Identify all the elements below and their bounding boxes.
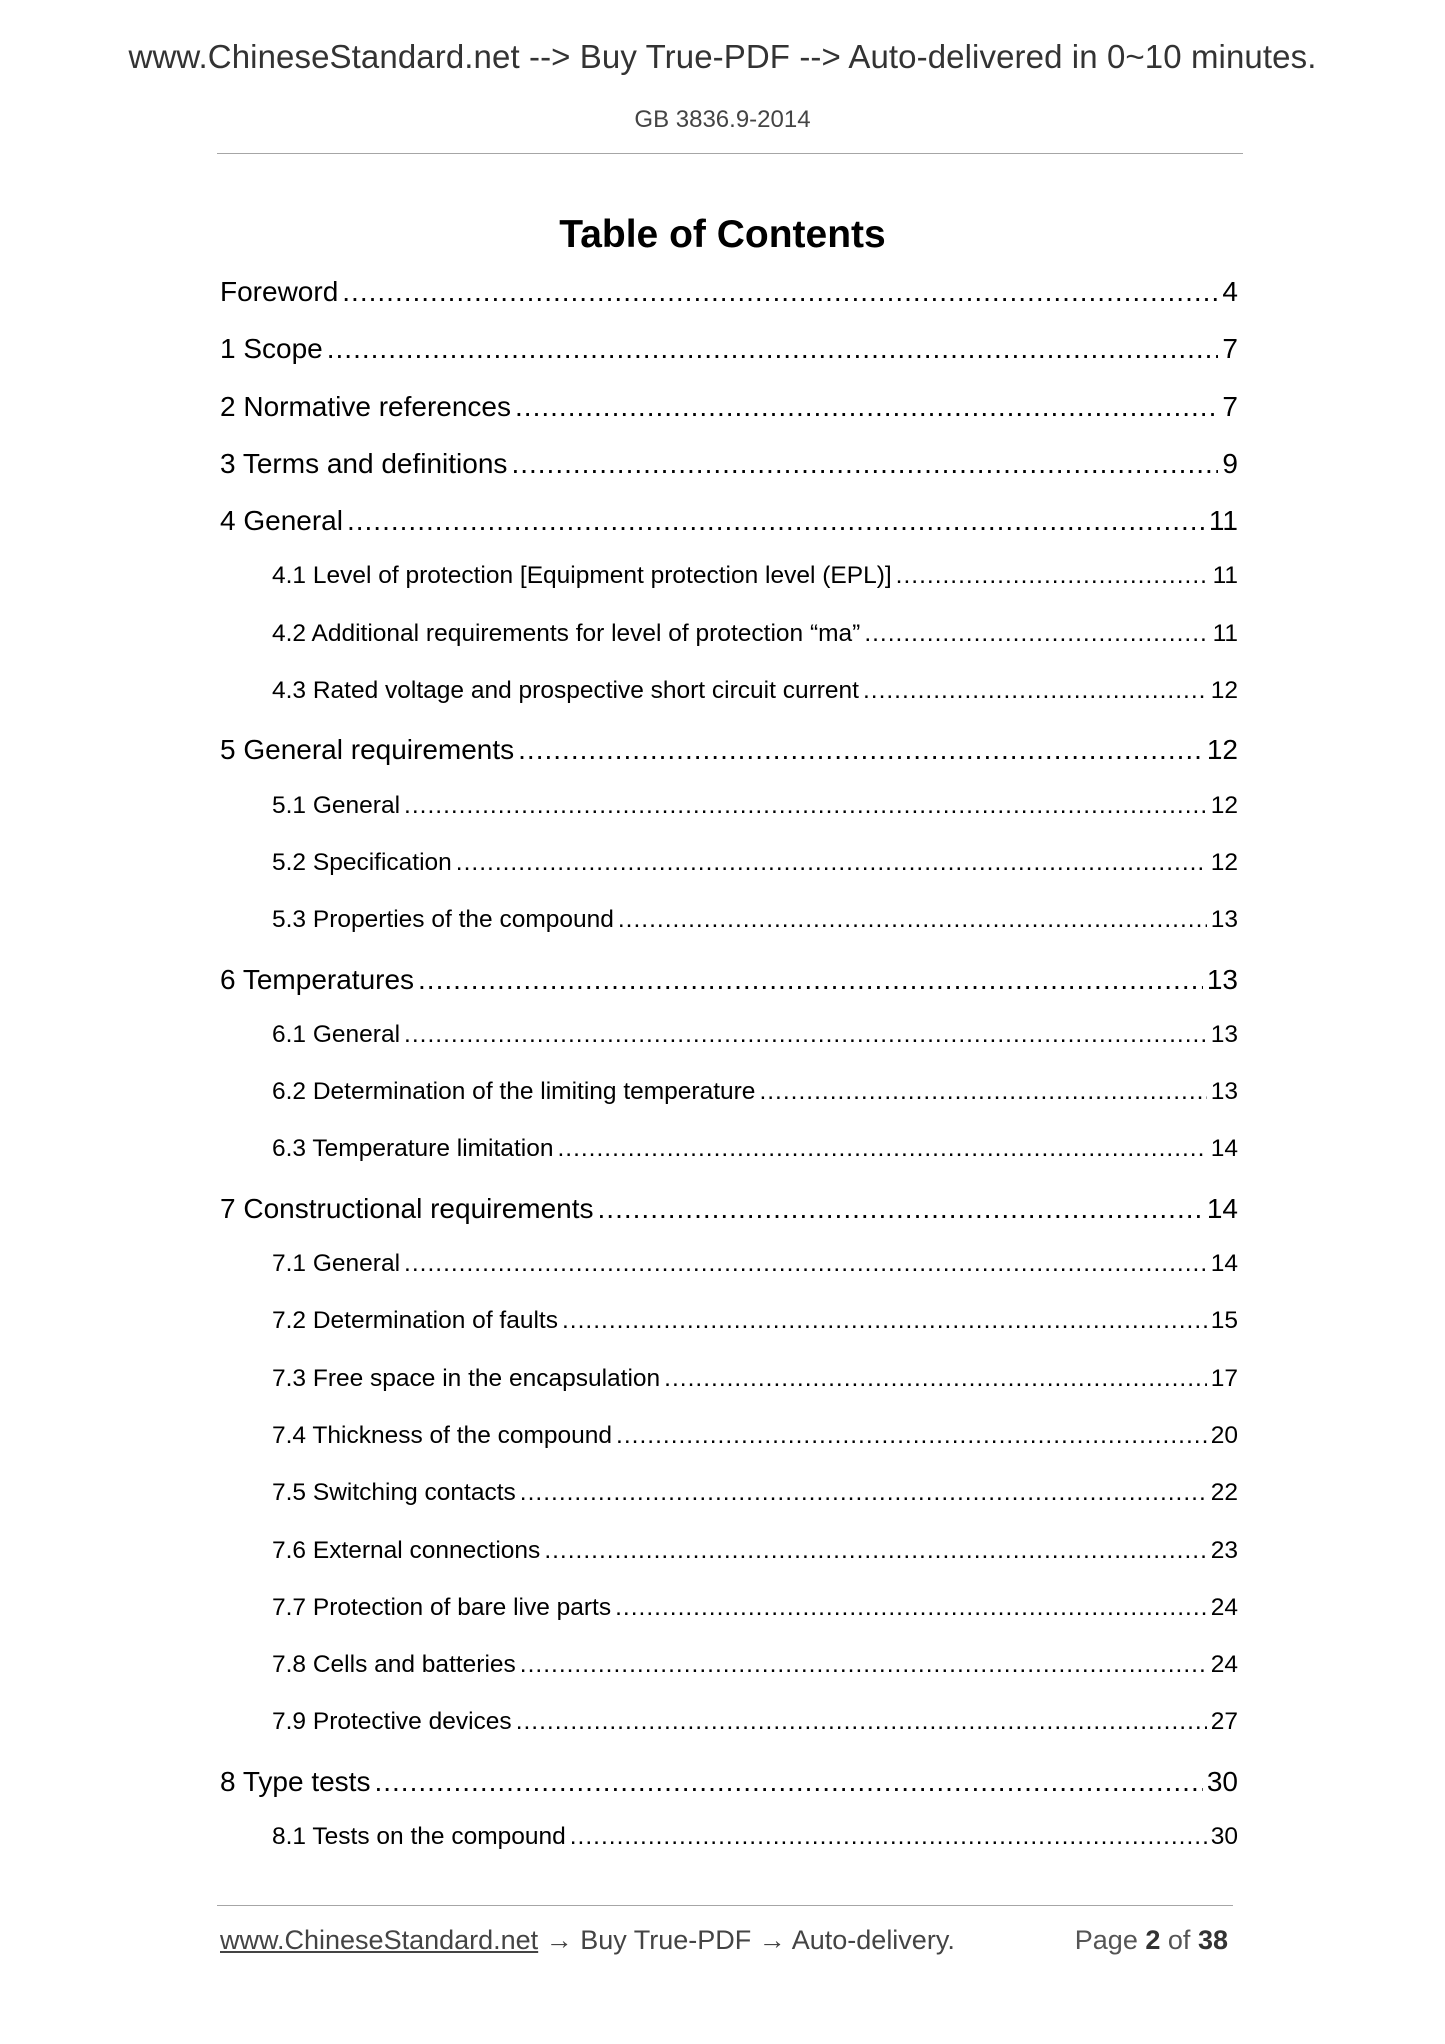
toc-entry-label: 7.6 External connections bbox=[272, 1536, 541, 1564]
toc-entry-label: 3 Terms and definitions bbox=[220, 447, 508, 479]
toc-entry-page-number: 30 bbox=[1210, 1823, 1238, 1851]
toc-entry-page-number: 12 bbox=[1210, 677, 1238, 705]
toc-entry-subsection[interactable] bbox=[220, 1479, 1238, 1536]
toc-entry-subsection[interactable] bbox=[220, 1422, 1238, 1479]
toc-entry-page-number: 11 bbox=[1208, 505, 1238, 537]
toc-entry-subsection[interactable] bbox=[220, 677, 1238, 734]
toc-entry-section[interactable] bbox=[220, 448, 1238, 505]
toc-entry-label: 7.8 Cells and batteries bbox=[272, 1651, 516, 1679]
toc-dot-leader bbox=[520, 1479, 1207, 1507]
toc-entry-label: 8 Type tests bbox=[220, 1765, 371, 1797]
toc-dot-leader bbox=[374, 1766, 1202, 1798]
toc-entry-page-number: 9 bbox=[1222, 447, 1238, 479]
toc-entry-page-number: 11 bbox=[1212, 562, 1238, 590]
footer-website-link[interactable]: www.ChineseStandard.net bbox=[220, 1925, 539, 1955]
toc-entry-section[interactable] bbox=[220, 964, 1238, 1021]
toc-entry-page-number: 27 bbox=[1210, 1708, 1238, 1736]
toc-entry-subsection[interactable] bbox=[220, 1823, 1238, 1880]
toc-entry-label: 6.2 Determination of the limiting temperature bbox=[272, 1078, 756, 1106]
toc-entry-subsection[interactable] bbox=[220, 1021, 1238, 1078]
toc-entry-subsection[interactable] bbox=[220, 1708, 1238, 1765]
toc-dot-leader bbox=[404, 1250, 1207, 1278]
toc-dot-leader bbox=[327, 333, 1219, 365]
toc-entry-label: 4.1 Level of protection [Equipment protection level (EPL)] bbox=[272, 562, 892, 590]
toc-entry-section[interactable] bbox=[220, 1193, 1238, 1250]
toc-entry-label: 7.7 Protection of bare live parts bbox=[272, 1593, 612, 1621]
toc-dot-leader bbox=[570, 1823, 1207, 1851]
toc-entry-subsection[interactable] bbox=[220, 1651, 1238, 1708]
of-word: of bbox=[1167, 1925, 1191, 1955]
page-word: Page bbox=[1074, 1925, 1138, 1955]
toc-entry-page-number: 11 bbox=[1212, 619, 1238, 647]
header-divider bbox=[217, 153, 1243, 154]
toc-dot-leader bbox=[347, 505, 1205, 537]
footer-tagline: → Buy True-PDF → Auto-delivery. bbox=[538, 1925, 955, 1955]
toc-entry-label: 5.3 Properties of the compound bbox=[272, 906, 614, 934]
current-page-number: 2 bbox=[1145, 1925, 1161, 1955]
toc-entry-subsection[interactable] bbox=[220, 1594, 1238, 1651]
toc-entry-page-number: 12 bbox=[1210, 791, 1238, 819]
toc-entry-page-number: 7 bbox=[1222, 390, 1238, 422]
toc-entry-subsection[interactable] bbox=[220, 1135, 1238, 1192]
toc-dot-leader bbox=[896, 562, 1209, 590]
toc-dot-leader bbox=[557, 1135, 1206, 1163]
toc-entry-label: 8.1 Tests on the compound bbox=[272, 1823, 566, 1851]
toc-dot-leader bbox=[456, 849, 1207, 877]
toc-entry-label: 5.1 General bbox=[272, 791, 401, 819]
toc-entry-page-number: 14 bbox=[1206, 1192, 1238, 1224]
toc-entry-label: 5.2 Specification bbox=[272, 848, 452, 876]
toc-entry-page-number: 17 bbox=[1210, 1364, 1238, 1392]
toc-dot-leader bbox=[562, 1307, 1207, 1335]
toc-entry-label: 7.3 Free space in the encapsulation bbox=[272, 1364, 661, 1392]
toc-dot-leader bbox=[544, 1537, 1206, 1565]
toc-entry-section[interactable] bbox=[220, 391, 1238, 448]
toc-entry-page-number: 14 bbox=[1210, 1250, 1238, 1278]
total-pages-number: 38 bbox=[1197, 1925, 1228, 1955]
toc-entry-label: 6.3 Temperature limitation bbox=[272, 1135, 554, 1163]
toc-dot-leader bbox=[520, 1651, 1207, 1679]
toc-dot-leader bbox=[515, 391, 1218, 423]
toc-entry-section[interactable] bbox=[220, 1766, 1238, 1823]
toc-entry-section[interactable] bbox=[220, 734, 1238, 791]
toc-entry-label: 6 Temperatures bbox=[220, 963, 415, 995]
toc-dot-leader bbox=[511, 448, 1218, 480]
toc-entry-label: 7 Constructional requirements bbox=[220, 1192, 594, 1224]
toc-entry-page-number: 13 bbox=[1210, 1078, 1238, 1106]
toc-dot-leader bbox=[864, 620, 1208, 648]
toc-entry-section[interactable] bbox=[220, 333, 1238, 390]
toc-entry-page-number: 4 bbox=[1222, 276, 1238, 307]
toc-dot-leader bbox=[759, 1078, 1206, 1106]
toc-dot-leader bbox=[516, 1708, 1207, 1736]
document-code: GB 3836.9-2014 bbox=[634, 106, 811, 133]
toc-entry-label: 2 Normative references bbox=[220, 390, 512, 422]
toc-entry-label: Foreword bbox=[220, 276, 339, 307]
toc-entry-subsection[interactable] bbox=[220, 1250, 1238, 1307]
toc-entry-label: 7.9 Protective devices bbox=[272, 1708, 512, 1736]
toc-entry-subsection[interactable] bbox=[220, 562, 1238, 619]
toc-entry-subsection[interactable] bbox=[220, 792, 1238, 849]
toc-entry-page-number: 23 bbox=[1210, 1536, 1238, 1564]
toc-entry-page-number: 24 bbox=[1210, 1651, 1238, 1679]
footer-promo bbox=[220, 1925, 955, 1956]
toc-dot-leader bbox=[616, 1422, 1207, 1450]
toc-entry-section[interactable] bbox=[220, 276, 1238, 333]
toc-entry-page-number: 13 bbox=[1210, 906, 1238, 934]
toc-entry-page-number: 14 bbox=[1210, 1135, 1238, 1163]
toc-dot-leader bbox=[404, 792, 1207, 820]
toc-entry-label: 7.1 General bbox=[272, 1250, 401, 1278]
toc-entry-label: 7.2 Determination of faults bbox=[272, 1307, 558, 1335]
toc-entry-label: 4.2 Additional requirements for level of protection “ma” bbox=[272, 619, 861, 647]
toc-dot-leader bbox=[404, 1021, 1207, 1049]
toc-entry-label: 7.4 Thickness of the compound bbox=[272, 1421, 613, 1449]
toc-entry-label: 4 General bbox=[220, 505, 343, 537]
toc-entry-subsection[interactable] bbox=[220, 1307, 1238, 1364]
toc-entry-label: 5 General requirements bbox=[220, 734, 515, 766]
toc-entry-page-number: 13 bbox=[1206, 963, 1238, 995]
toc-entry-page-number: 20 bbox=[1210, 1421, 1238, 1449]
toc-dot-leader bbox=[863, 677, 1207, 705]
toc-list bbox=[220, 276, 1238, 1880]
toc-entry-page-number: 24 bbox=[1210, 1593, 1238, 1621]
toc-dot-leader bbox=[342, 276, 1218, 308]
toc-entry-subsection[interactable] bbox=[220, 1078, 1238, 1135]
toc-entry-label: 6.1 General bbox=[272, 1020, 401, 1048]
toc-entry-page-number: 15 bbox=[1210, 1307, 1238, 1335]
toc-entry-subsection[interactable] bbox=[220, 849, 1238, 906]
footer-divider bbox=[217, 1905, 1233, 1906]
toc-dot-leader bbox=[418, 964, 1203, 996]
toc-dot-leader bbox=[518, 734, 1203, 766]
toc-entry-subsection[interactable] bbox=[220, 1365, 1238, 1422]
toc-entry-subsection[interactable] bbox=[220, 620, 1238, 677]
toc-entry-page-number: 13 bbox=[1210, 1020, 1238, 1048]
toc-dot-leader bbox=[664, 1365, 1207, 1393]
toc-entry-subsection[interactable] bbox=[220, 1537, 1238, 1594]
toc-entry-label: 1 Scope bbox=[220, 333, 323, 365]
toc-entry-label: 7.5 Switching contacts bbox=[272, 1479, 516, 1507]
top-banner: www.ChineseStandard.net --> Buy True-PDF --> Auto-delivered in 0~10 minutes. bbox=[128, 38, 1317, 75]
toc-dot-leader bbox=[615, 1594, 1207, 1622]
toc-entry-page-number: 12 bbox=[1210, 848, 1238, 876]
toc-entry-subsection[interactable] bbox=[220, 906, 1238, 963]
toc-entry-page-number: 22 bbox=[1210, 1479, 1238, 1507]
page-indicator bbox=[1075, 1925, 1228, 1956]
toc-entry-section[interactable] bbox=[220, 505, 1238, 562]
toc-dot-leader bbox=[598, 1193, 1203, 1225]
toc-dot-leader bbox=[618, 906, 1207, 934]
toc-entry-label: 4.3 Rated voltage and prospective short circuit current bbox=[272, 677, 859, 705]
toc-title: Table of Contents bbox=[559, 213, 886, 256]
toc-entry-page-number: 12 bbox=[1206, 734, 1238, 766]
toc-entry-page-number: 7 bbox=[1222, 333, 1238, 365]
toc-entry-page-number: 30 bbox=[1206, 1765, 1238, 1797]
